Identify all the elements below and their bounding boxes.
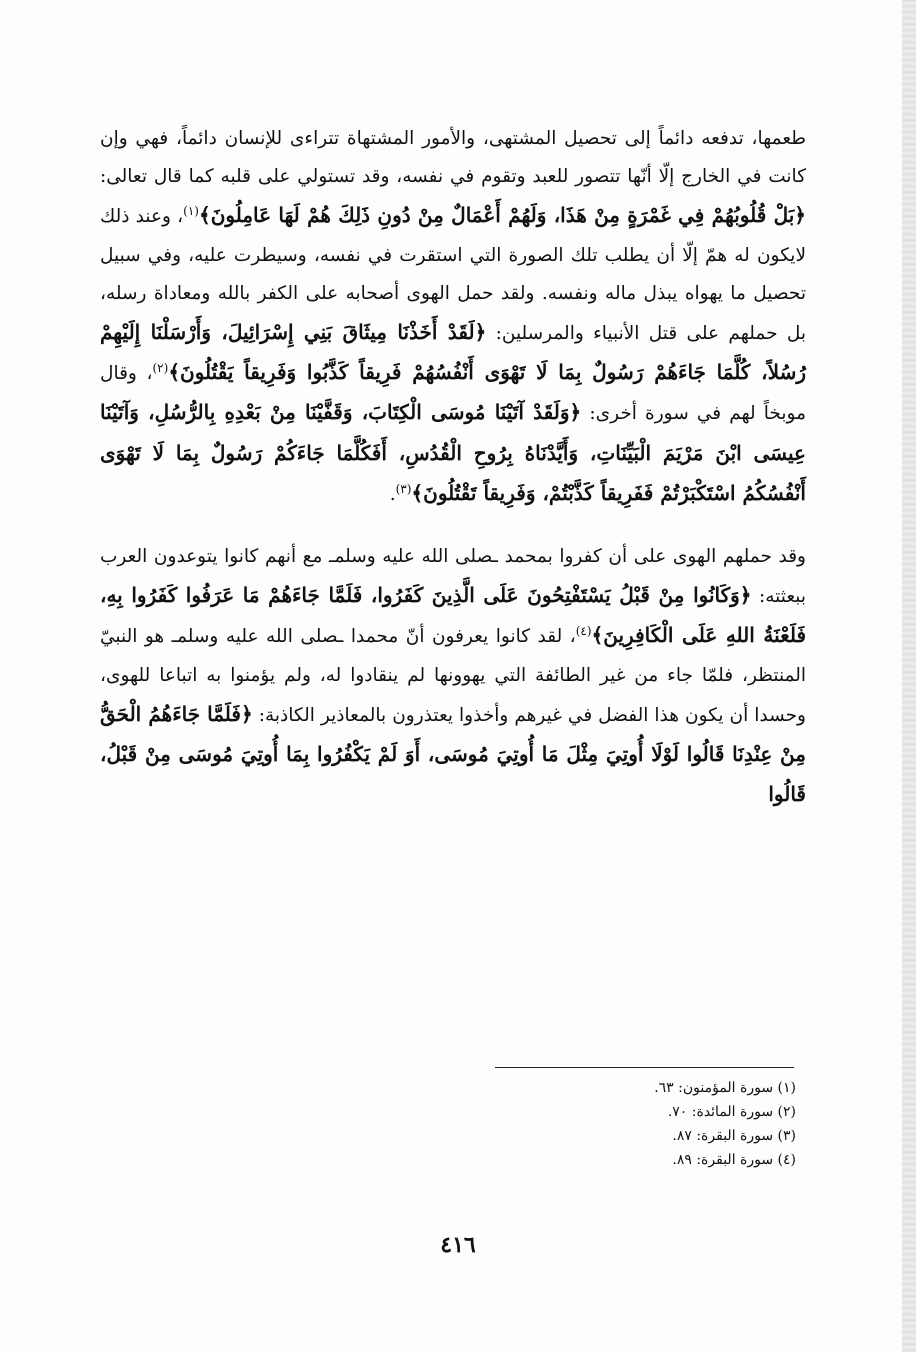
- footnote-ref: (٤): [575, 624, 592, 639]
- page-edge-shadow: [902, 0, 916, 1352]
- text-run: وقد حملهم الهوى على أن كفروا بمحمد ـصلى الله عليه وسلمـ مع أنهم كانوا يتوعدون العرب ببعثته:: [100, 546, 806, 608]
- paragraph-2: [100, 538, 806, 815]
- text-run: ، وعند ذلك لايكون له همّ إلّا أن يطلب تلك الصورة التي استقرت في نفسه، وسيطرت عليه، وفي سبيل تحصيل ما يهواه يبذل ماله ونفسه. ولقد حمل الهوى أصحابه على الكفر بالله ومعاداة رسله، بل حملهم على قتل الأنبياء والمرسلين:: [100, 206, 806, 345]
- text-run: ، لقد كانوا يعرفون أنّ محمدا ـصلى الله عليه وسلمـ هو النبيّ المنتظر، فلمّا جاء من غير الطائفة التي يهوونها لم ينقادوا له، ولم يؤمنوا به اتباعا للهوى، وحسدا أن يكون هذا الفضل في غيرهم وأخذوا يعتذرون بالمعاذير الكاذبة:: [100, 626, 806, 726]
- footnote-ref: (٣): [395, 481, 412, 496]
- quran-verse: ﴿لَقَدْ أَخَذْنَا مِيثَاقَ بَنِي إِسْرَائِيلَ، وَأَرْسَلْنَا إِلَيْهِمْ رُسُلاً، كُلَّمَا جَاءَهُمْ رَسُولٌ بِمَا لَا تَهْوَى أَنْفُسُهُمْ فَرِيقاً كَذَّبُوا وَفَرِيقاً يَقْتُلُونَ﴾: [100, 320, 806, 385]
- footnote-3: (٣) سورة البقرة: ٨٧.: [672, 1128, 796, 1144]
- paragraph-1: [100, 120, 806, 514]
- footnote-1: (١) سورة المؤمنون: ٦٣.: [654, 1080, 796, 1096]
- text-run: ، وقال موبخاً لهم في سورة أخرى:: [100, 363, 806, 425]
- quran-verse: ﴿بَلْ قُلُوبُهُمْ فِي غَمْرَةٍ مِنْ هَذَا، وَلَهُمْ أَعْمَالٌ مِنْ دُونِ ذَلِكَ هُمْ لَهَا عَامِلُونَ﴾: [198, 203, 807, 228]
- quran-verse: ﴿وَكَانُوا مِنْ قَبْلُ يَسْتَفْتِحُونَ عَلَى الَّذِينَ كَفَرُوا، فَلَمَّا جَاءَهُمْ مَا عَرَفُوا كَفَرُوا بِهِ، فَلَعْنَةُ اللهِ عَلَى الْكَافِرِينَ﴾: [100, 583, 806, 648]
- footnote-divider: [495, 1067, 794, 1068]
- main-text-body: [100, 120, 806, 815]
- page-number: ٤١٦: [440, 1232, 476, 1258]
- quran-verse: ﴿فَلَمَّا جَاءَهُمُ الْحَقُّ مِنْ عِنْدِنَا قَالُوا لَوْلَا أُوتِيَ مِثْلَ مَا أُوتِيَ مُوسَى، أَوَ لَمْ يَكْفُرُوا بِمَا أُوتِيَ مُوسَى مِنْ قَبْلُ، قَالُوا: [100, 701, 806, 807]
- footnote-ref: (٢): [152, 361, 169, 376]
- footnote-4: (٤) سورة البقرة: ٨٩.: [672, 1152, 796, 1168]
- text-run: طعمها، تدفعه دائماً إلى تحصيل المشتهى، والأمور المشتهاة تتراءى للإنسان دائماً، فهي وإن كانت في الخارج إلّا أنّها تتصور للعبد وتقوم في نفسه، وقد تستولي على قلبه كما قال تعالى:: [100, 128, 806, 188]
- footnotes: [654, 1076, 796, 1172]
- quran-verse: ﴿وَلَقَدْ آتَيْنَا مُوسَى الْكِتَابَ، وَقَفَّيْنَا مِنْ بَعْدِهِ بِالرُّسُلِ، وَآتَيْنَا عِيسَى ابْنَ مَرْيَمَ الْبَيِّنَاتِ، وَأَيَّدْنَاهُ بِرُوحِ الْقُدُسِ، أَفَكُلَّمَا جَاءَكُمْ رَسُولٌ بِمَا لَا تَهْوَى أَنْفُسُكُمُ اسْتَكْبَرْتُمْ فَفَرِيقاً كَذَّبْتُمْ، وَفَرِيقاً تَقْتُلُونَ﴾: [100, 400, 806, 505]
- text-run: .: [389, 483, 396, 505]
- footnote-ref: (١): [183, 204, 199, 219]
- footnote-2: (٢) سورة المائدة: ٧٠.: [667, 1104, 796, 1120]
